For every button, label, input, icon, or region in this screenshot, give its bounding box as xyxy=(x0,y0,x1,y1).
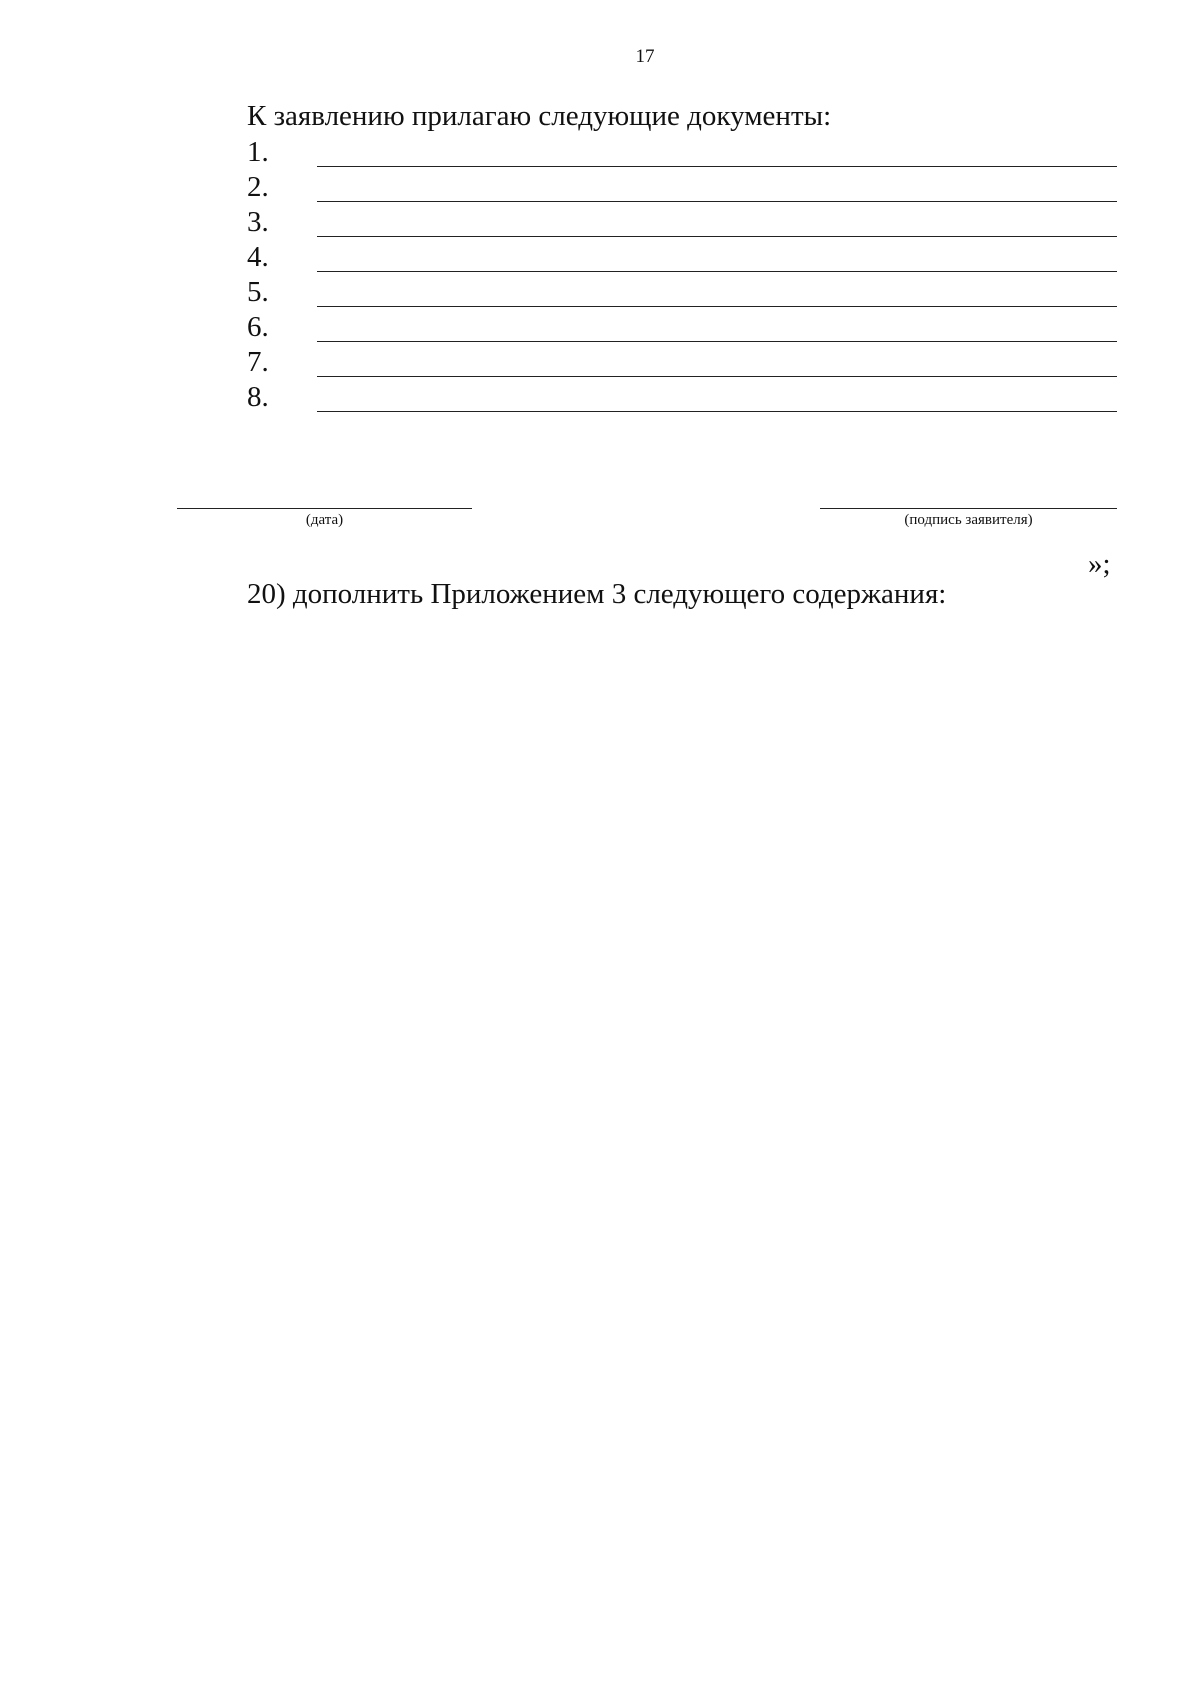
signature-caption: (подпись заявителя) xyxy=(904,512,1033,528)
blank-line xyxy=(317,234,1117,237)
list-item xyxy=(247,169,1117,204)
list-item xyxy=(247,239,1117,274)
date-line xyxy=(177,508,472,509)
blank-line xyxy=(317,374,1117,377)
list-item-number: 7. xyxy=(247,346,269,378)
amendment-text: 20) дополнить Приложением 3 следующего содержания: xyxy=(247,578,947,610)
list-item xyxy=(247,344,1117,379)
blank-line xyxy=(317,409,1117,412)
page-number: 17 xyxy=(635,46,655,67)
signature-line xyxy=(820,508,1117,509)
list-item-number: 4. xyxy=(247,241,269,273)
list-item xyxy=(247,309,1117,344)
blank-line xyxy=(317,339,1117,342)
list-item-number: 2. xyxy=(247,171,269,203)
list-item-number: 6. xyxy=(247,311,269,343)
list-item-number: 8. xyxy=(247,381,269,413)
list-item-number: 1. xyxy=(247,136,269,168)
attachments-list xyxy=(247,134,1117,414)
list-item xyxy=(247,379,1117,414)
date-caption: (дата) xyxy=(305,512,344,528)
list-item-number: 3. xyxy=(247,206,269,238)
blank-line xyxy=(317,269,1117,272)
closing-quote: »; xyxy=(1088,548,1111,580)
list-item xyxy=(247,274,1117,309)
list-item xyxy=(247,204,1117,239)
list-item xyxy=(247,134,1117,169)
attachments-intro: К заявлению прилагаю следующие документы: xyxy=(247,100,832,132)
blank-line xyxy=(317,304,1117,307)
blank-line xyxy=(317,199,1117,202)
list-item-number: 5. xyxy=(247,276,269,308)
blank-line xyxy=(317,164,1117,167)
